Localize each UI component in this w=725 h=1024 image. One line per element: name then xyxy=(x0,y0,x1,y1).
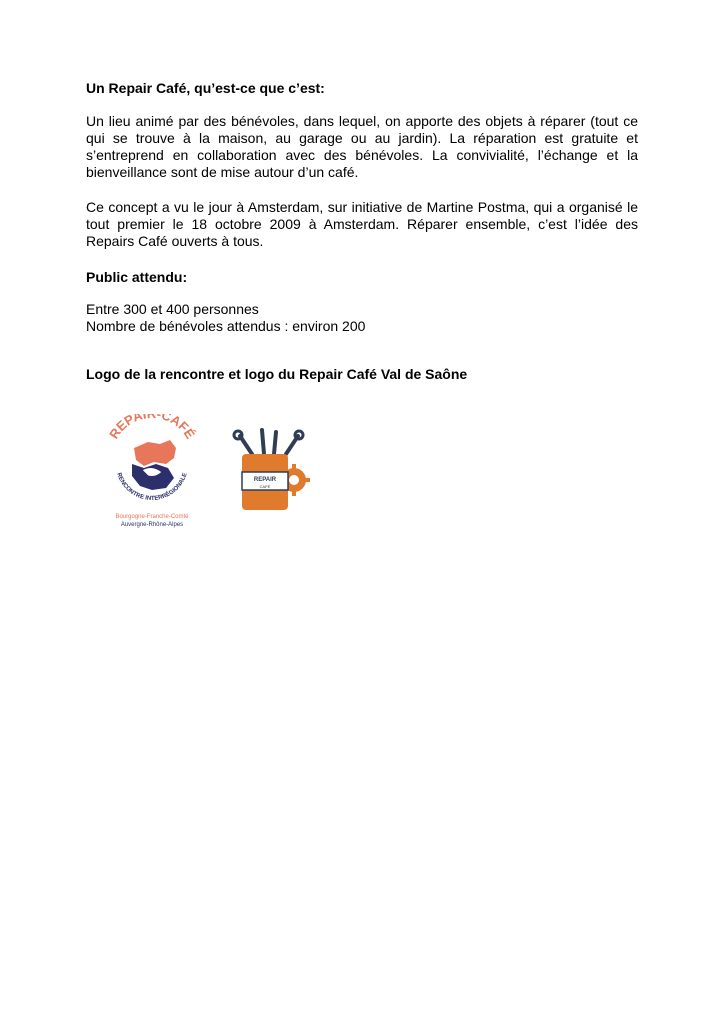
section-heading-audience: Public attendu: xyxy=(86,269,188,285)
logo-arc-title: REPAI -CAFÉ xyxy=(106,414,198,442)
paragraph-definition: Un lieu animé par des bénévoles, dans lequel, on apporte des objets à réparer (tout ce qui se trouve à la maison, au garage ou au jardin). La réparation est gratuite et s’entreprend en collaboration avec des bénévoles. La convivialité, l’échange et la bienveillance sont de mise autour d’un café. xyxy=(86,113,638,180)
logo-label-bottom: CAFÉ xyxy=(259,484,271,489)
logo-label-top: REPAIR xyxy=(253,477,277,483)
repair-cafe-val-de-saone-logo xyxy=(226,428,312,514)
paragraph-history: Ce concept a vu le jour à Amsterdam, sur initiative de Martine Postma, qui a organisé le tout premier le 18 octobre 2009 à Amsterdam. Réparer ensemble, c’est l’idée des Repairs Café ouverts à tous. xyxy=(86,199,638,249)
logo-region-bfc: Bourgogne-Franche-Comté xyxy=(115,514,189,520)
volunteer-count: Nombre de bénévoles attendus : environ 200 xyxy=(86,318,366,334)
audience-count: Entre 300 et 400 personnes xyxy=(86,301,259,317)
section-heading-what-is: Un Repair Café, qu’est-ce que c’est: xyxy=(86,80,325,96)
logo-region-ara: Auvergne-Rhône-Alpes xyxy=(120,522,184,528)
logo-arc-subtitle: RENCONTRE INTERRÉGIONALE xyxy=(115,472,189,503)
region-map-shape xyxy=(134,440,176,466)
tools-icon xyxy=(240,430,298,454)
section-heading-logos: Logo de la rencontre et logo du Repair Café Val de Saône xyxy=(86,366,468,382)
rencontre-logo xyxy=(104,414,200,532)
